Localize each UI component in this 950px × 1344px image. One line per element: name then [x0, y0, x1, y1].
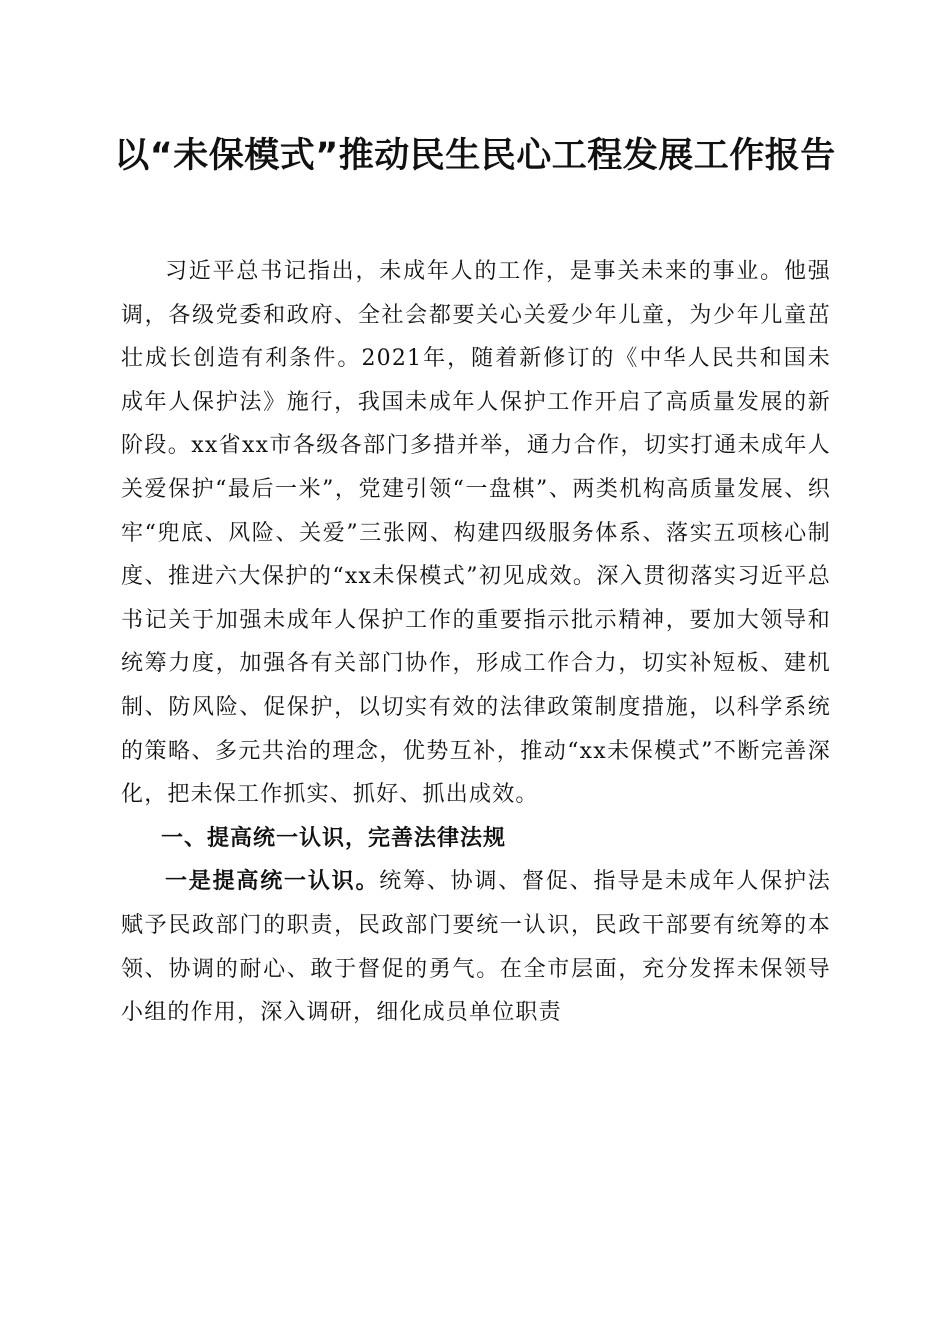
section-paragraph — [121, 860, 831, 1034]
document-body — [121, 250, 831, 1035]
document-title: 以“未保模式”推动民生民心工程发展工作报告 — [114, 136, 836, 176]
section-heading: 一、提高统一认识，完善法律法规 — [161, 825, 507, 851]
intro-paragraph: 习近平总书记指出，未成年人的工作，是事关未来的事业。他强调，各级党委和政府、全社会都要关心关爱少年儿童，为少年儿童茁壮成长创造有利条件。2021年，随着新修订的《中华人民共和国未成年人保护法》施行，我国未成年人保护工作开启了高质量发展的新阶段。xx省xx市各级各部门多措并举，通力合作，切实打通未成年人关爱保护“最后一米”，党建引领“一盘棋”、两类机构高质量发展、织牢“兜底、风险、关爱”三张网、构建四级服务体系、落实五项核心制度、推进六大保护的“xx未保模式”初见成效。深入贯彻落实习近平总书记关于加强未成年人保护工作的重要指示批示精神，要加大领导和统筹力度，加强各有关部门协作，形成工作合力，切实补短板、建机制、防风险、促保护，以切实有效的法律政策制度措施，以科学系统的策略、多元共治的理念，优势互补，推动“xx未保模式”不断完善深化，把未保工作抓实、抓好、抓出成效。 — [121, 259, 831, 808]
paragraph-text: 统筹、协调、督促、指导是未成年人保护法赋予民政部门的职责，民政部门要统一认识，民政干部要有统筹的本领、协调的耐心、敢于督促的勇气。在全市层面，充分发挥未保领导小组的作用，深入调研，细化成员单位职责 — [121, 869, 831, 1026]
paragraph-lead: 一是提高统一认识。 — [165, 869, 380, 895]
